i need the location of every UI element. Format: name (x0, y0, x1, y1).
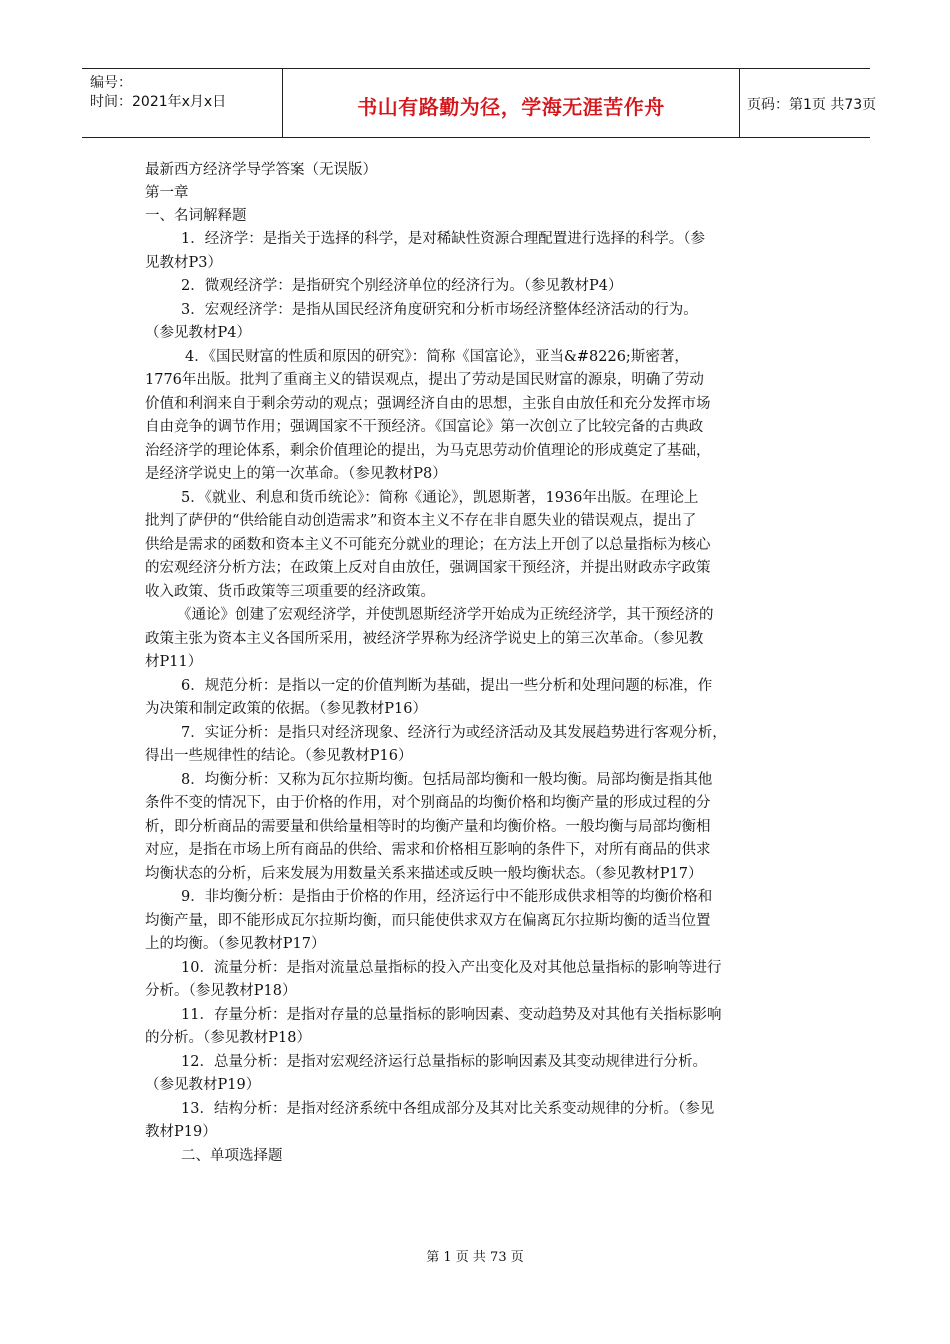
paragraph-line: 5．《就业、利息和货币统论》：简称《通论》，凯恩斯著，1936年出版。在理论上 (181, 489, 699, 506)
paragraph-line: 的宏观经济分析方法；在政策上反对自由放任，强调国家干预经济，并提出财政赤字政策 (145, 560, 711, 576)
paragraph-line: 治经济学的理论体系，剩余价值理论的提出，为马克思劳动价值理论的形成奠定了基础， (145, 442, 711, 459)
header-motto-cell (282, 69, 740, 137)
document-date: 时间：2021年x月x日 (90, 94, 227, 110)
paragraph-line: 供给是需求的函数和资本主义不可能充分就业的理论；在方法上开创了以总量指标为核心 (145, 536, 711, 553)
header-page-number: 页码：第1页 共73页 (747, 97, 877, 113)
document-body (145, 159, 809, 1168)
paragraph-line: 收入政策、货币政策等三项重要的经济政策。 (145, 583, 435, 600)
paragraph-line: 1．经济学：是指关于选择的科学，是对稀缺性资源合理配置进行选择的科学。（参 (181, 231, 705, 247)
paragraph-line: 10．流量分析：是指对流量总量指标的投入产出变化及对其他总量指标的影响等进行 (181, 959, 722, 976)
header-meta-cell (82, 69, 282, 137)
page-header (82, 68, 877, 138)
paragraph-line: 分析。（参见教材P18） (145, 983, 297, 999)
paragraph-line: 是经济学说史上的第一次革命。（参见教材P8） (145, 466, 447, 482)
paragraph-line: （参见教材P19） (145, 1077, 261, 1093)
paragraph-line: 6．规范分析：是指以一定的价值判断为基础，提出一些分析和处理问题的标准，作 (181, 677, 713, 694)
section-heading: 一、名词解释题 (145, 208, 247, 224)
paragraph-line: 均衡产量，即不能形成瓦尔拉斯均衡，而只能使供求双方在偏离瓦尔拉斯均衡的适当位置 (145, 912, 711, 929)
paragraph-line: 为决策和制定政策的依据。（参见教材P16） (145, 701, 427, 717)
header-page-cell (739, 69, 877, 137)
paragraph-line: 自由竞争的调节作用；强调国家不干预经济。《国富论》第一次创立了比较完备的古典政 (145, 419, 704, 435)
paragraph-line: 条件不变的情况下，由于价格的作用，对个别商品的均衡价格和均衡产量的形成过程的分 (145, 795, 711, 811)
document-number: 编号： (90, 75, 132, 91)
paragraph-line: 12．总量分析：是指对宏观经济运行总量指标的影响因素及其变动规律进行分析。 (181, 1053, 707, 1070)
paragraph-line: （参见教材P4） (145, 325, 251, 341)
document-title: 最新西方经济学导学答案（无误版） (145, 162, 377, 178)
paragraph-line: 3．宏观经济学：是指从国民经济角度研究和分析市场经济整体经济活动的行为。 (181, 301, 698, 318)
paragraph-line: 政策主张为资本主义各国所采用，被经济学界称为经济学说史上的第三次革命。（参见教 (145, 630, 704, 647)
paragraph-line: 2．微观经济学：是指研究个别经济单位的经济行为。（参见教材P4） (181, 278, 623, 294)
paragraph-line: 的分析。（参见教材P18） (145, 1030, 311, 1046)
header-motto: 书山有路勤为径，学海无涯苦作舟 (357, 95, 665, 119)
paragraph-line: 《通论》创建了宏观经济学，并使凯恩斯经济学开始成为正统经济学，其干预经济的 (177, 607, 714, 623)
page-footer: 第 1 页 共 73 页 (426, 1250, 524, 1265)
paragraph-line: 批判了萨伊的“供给能自动创造需求”和资本主义不存在非自愿失业的错误观点，提出了 (145, 513, 697, 529)
paragraph-line: 教材P19） (145, 1124, 217, 1140)
paragraph-line: 8．均衡分析：又称为瓦尔拉斯均衡。包括局部均衡和一般均衡。局部均衡是指其他 (181, 771, 713, 788)
paragraph-line: 均衡状态的分析，后来发展为用数量关系来描述或反映一般均衡状态。（参见教材P17） (145, 865, 703, 882)
paragraph-line: 1776年出版。批判了重商主义的错误观点，提出了劳动是国民财富的源泉，明确了劳动 (145, 372, 704, 388)
paragraph-line: 7．实证分析：是指只对经济现象、经济行为或经济活动及其发展趋势进行客观分析， (181, 724, 727, 741)
section-heading: 二、单项选择题 (181, 1147, 283, 1164)
paragraph-line: 析，即分析商品的需要量和供给量相等时的均衡产量和均衡价格。一般均衡与局部均衡相 (145, 818, 711, 835)
paragraph-line: 得出一些规律性的结论。（参见教材P16） (145, 748, 413, 764)
paragraph-line: 11．存量分析：是指对存量的总量指标的影响因素、变动趋势及对其他有关指标影响 (181, 1006, 722, 1023)
paragraph-line: 价值和利润来自于剩余劳动的观点；强调经济自由的思想，主张自由放任和充分发挥市场 (145, 395, 711, 412)
paragraph-line: 9．非均衡分析：是指由于价格的作用，经济运行中不能形成供求相等的均衡价格和 (181, 889, 713, 905)
paragraph-line: 见教材P3） (145, 254, 222, 271)
paragraph-line: 材P11） (145, 654, 203, 670)
paragraph-line: 4．《国民财富的性质和原因的研究》：简称《国富论》，亚当&#8226;斯密著， (185, 348, 689, 365)
paragraph-line: 13．结构分析：是指对经济系统中各组成部分及其对比关系变动规律的分析。（参见 (181, 1100, 715, 1117)
paragraph-line: 上的均衡。（参见教材P17） (145, 936, 326, 952)
chapter-heading: 第一章 (145, 185, 189, 201)
paragraph-line: 对应，是指在市场上所有商品的供给、需求和价格相互影响的条件下，对所有商品的供求 (145, 842, 711, 858)
